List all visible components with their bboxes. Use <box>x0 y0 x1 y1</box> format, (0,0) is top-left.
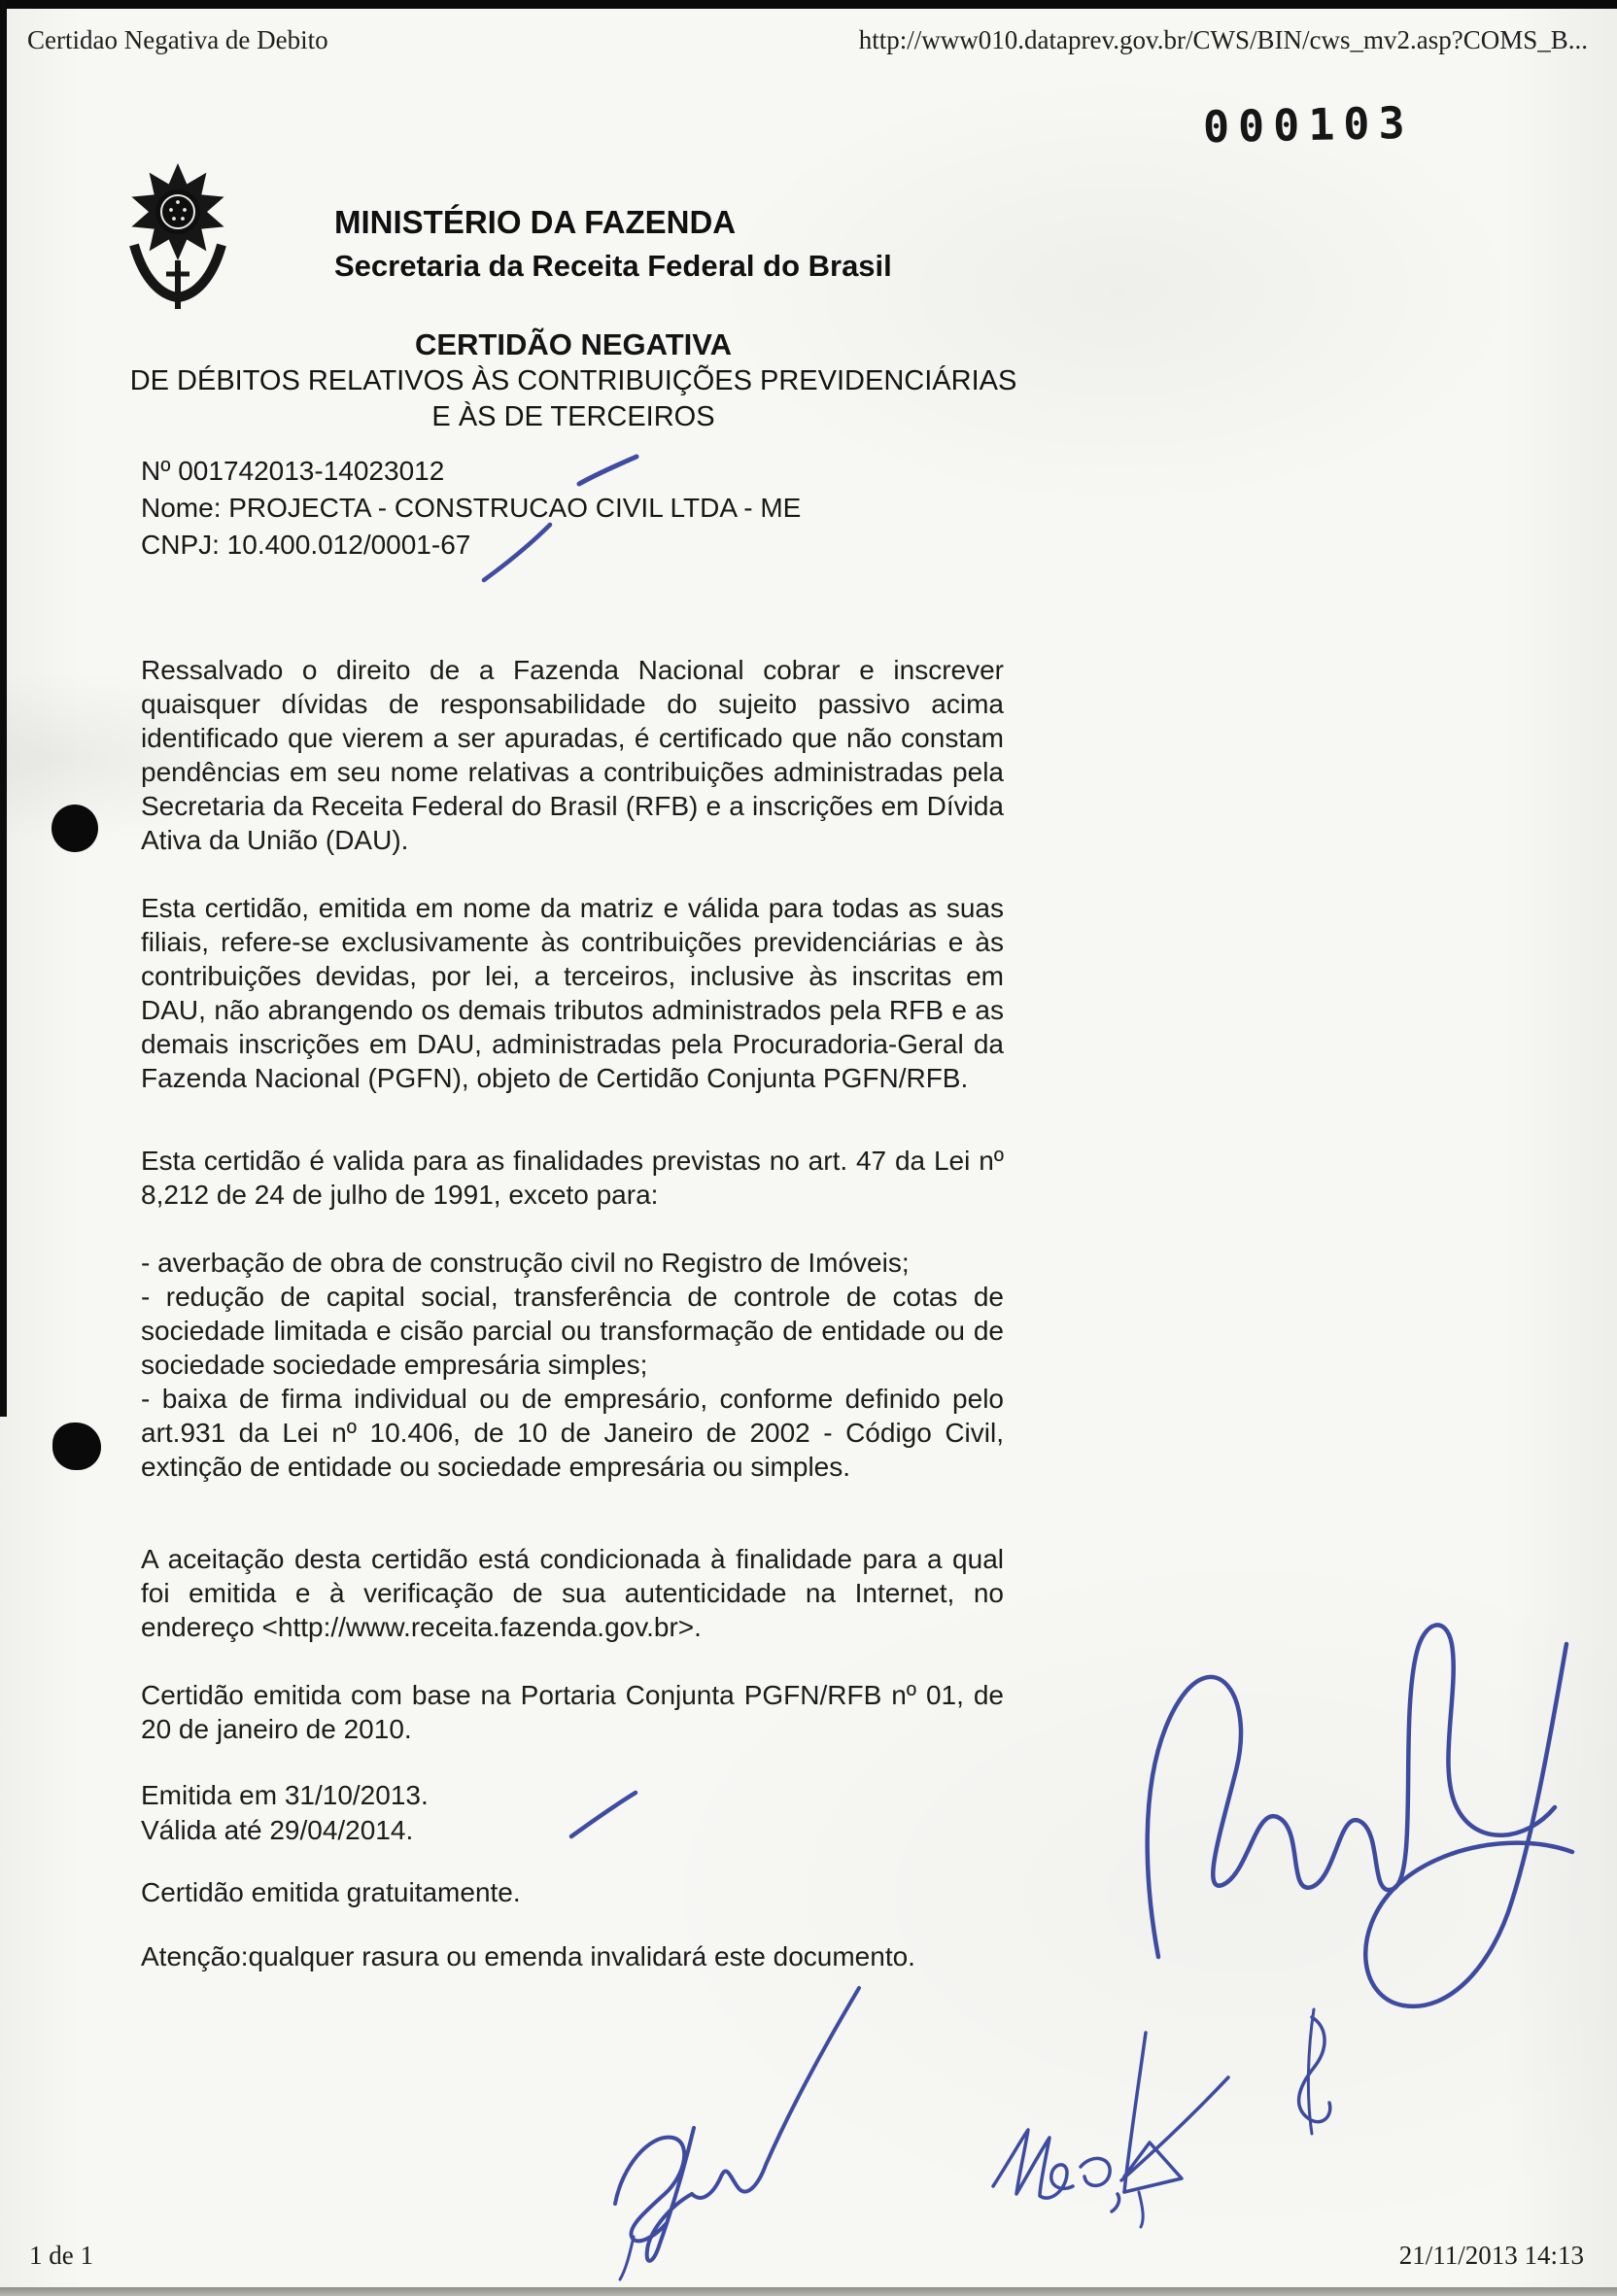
certificate-title-line2: DE DÉBITOS RELATIVOS ÀS CONTRIBUIÇÕES PREVIDENCIÁRIAS <box>129 365 1017 396</box>
paragraph-acceptance: A aceitação desta certidão está condicionada à finalidade para a qual foi emitida e à verificação de sua autenticidade na Internet, no endereço <http://www.receita.fazenda.gov.br>. <box>141 1544 1004 1642</box>
exception-item: - redução de capital social, transferência de controle de cotas de sociedade limitada e cisão parcial ou transformação de entidade ou de sociedade sociedade empresária simples; <box>141 1282 1004 1380</box>
ministry-name: MINISTÉRIO DA FAZENDA <box>334 204 737 240</box>
cnpj-line: CNPJ: 10.400.012/0001-67 <box>141 530 471 560</box>
scribble-initials-triangle <box>1124 2142 1182 2192</box>
secretariat-name: Secretaria da Receita Federal do Brasil <box>334 249 892 283</box>
brazil-coat-of-arms-icon <box>124 152 231 321</box>
signature-right-flourish <box>1365 1644 1572 2006</box>
signature-center <box>615 2138 684 2242</box>
exception-item: - baixa de firma individual ou de empresário, conforme definido pelo art.931 da Lei nº 10.406, de 10 de Janeiro de 2002 - Código Civil, extinção de entidade ou sociedade empresária ou simples. <box>141 1384 1004 1482</box>
scribble-initials <box>1124 2033 1146 2192</box>
paragraph-scope: Esta certidão, emitida em nome da matriz e válida para todas as suas filiais, refere-se exclusivamente às contribuições previdenciárias e às contribuições devidas, por lei, a terceiros, inclusive às inscritas em DAU, não abrangendo os demais tributos administrados pela RFB e as demais inscrições em DAU, administradas pela Procuradoria-Geral da Fazenda Nacional (PGFN), objeto de Certidão Conjunta PGFN/RFB. <box>141 893 1004 1093</box>
scribble-visto-comma <box>1112 2194 1119 2211</box>
print-header-title: Certidao Negativa de Debito <box>27 25 328 54</box>
page-number: 1 de 1 <box>29 2241 93 2270</box>
scribble-initials-crossbar <box>1121 2077 1228 2180</box>
scribble-initials-tail <box>1139 2192 1143 2227</box>
valid-until-line: Válida até 29/04/2014. <box>141 1815 414 1845</box>
issued-date-line: Emitida em 31/10/2013. <box>141 1780 429 1810</box>
scribble-visto-loop <box>1081 2158 1110 2185</box>
identification-block <box>141 453 801 564</box>
signature-center-tail <box>620 2237 634 2279</box>
exception-list <box>141 1246 1004 1484</box>
scan-left-edge-bar <box>0 0 7 1417</box>
paragraph-reservation: Ressalvado o direito de a Fazenda Nacional cobrar e inscrever quaisquer dívidas de responsabilidade do sujeito passivo acima identificado que vierem a ser apuradas, é certificado que não constam pendências em seu nome relativas a contribuições administradas pela Secretaria da Receita Federal do Brasil (RFB) e a inscrições em Dívida Ativa da União (DAU). <box>141 655 1004 855</box>
scribble-paraph-stem <box>1308 2009 1314 2134</box>
company-name-line: Nome: PROJECTA - CONSTRUCAO CIVIL LTDA - ME <box>141 493 802 523</box>
warning-line: Atenção:qualquer rasura ou emenda invalidará este documento. <box>141 1941 915 1971</box>
exception-item: - averbação de obra de construção civil no Registro de Imóveis; <box>141 1248 910 1278</box>
scan-top-edge-bar <box>0 0 1617 9</box>
scribble-paraph <box>1299 2017 1330 2122</box>
paragraph-legal-basis: Certidão emitida com base na Portaria Conjunta PGFN/RFB nº 01, de 20 de janeiro de 2010. <box>141 1680 1004 1744</box>
free-issuance-line: Certidão emitida gratuitamente. <box>141 1877 521 1907</box>
paragraph-validity-law: Esta certidão é valida para as finalidades previstas no art. 47 da Lei nº 8,212 de 24 de julho de 1991, exceto para: <box>141 1146 1004 1210</box>
hole-punch-mark-bottom <box>52 1422 101 1470</box>
print-header-url: http://www010.dataprev.gov.br/CWS/BIN/cws_mv2.asp?COMS_B... <box>858 25 1588 54</box>
protocol-number-stamp: 000103 <box>1202 96 1415 154</box>
certificate-title <box>107 326 1040 435</box>
print-timestamp: 21/11/2013 14:13 <box>1398 2241 1584 2270</box>
scribble-visto <box>993 2130 1073 2198</box>
signature-center-loop <box>647 2128 694 2261</box>
hole-punch-mark-top <box>52 805 98 852</box>
certificate-number-line: Nº 001742013-14023012 <box>141 456 445 486</box>
certificate-title-line1: CERTIDÃO NEGATIVA <box>414 327 733 361</box>
signature-center-upstroke <box>692 1988 859 2198</box>
certificate-title-line3: E ÀS DE TERCEIROS <box>431 401 715 432</box>
scan-bottom-edge-bar <box>0 2287 1617 2296</box>
signature-right <box>1148 1625 1555 1957</box>
